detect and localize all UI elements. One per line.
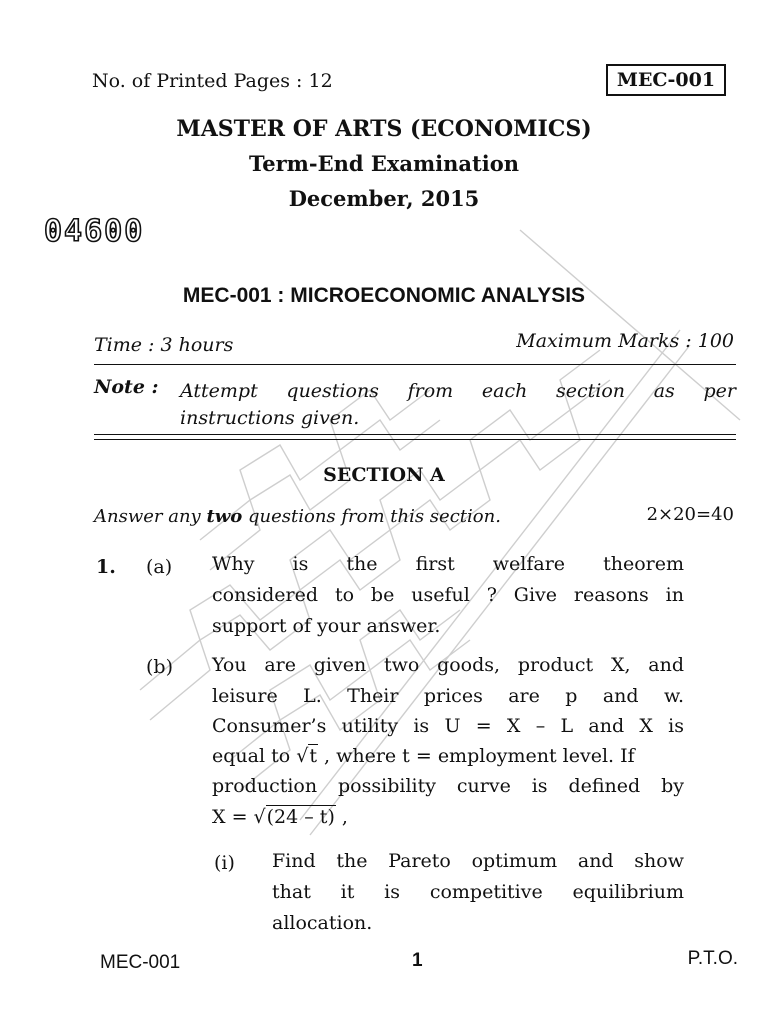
subpart-i-line-1: Find the Pareto optimum and show (272, 850, 684, 872)
maximum-marks: Maximum Marks : 100 (516, 330, 734, 352)
part-a-line-1: Why is the first welfare theorem (212, 553, 684, 575)
sqrt-radicand: t (309, 745, 317, 767)
sqrt-expression: √(24 – t) (253, 806, 335, 828)
divider (94, 434, 736, 435)
part-b-line-6 (212, 806, 348, 828)
note-line-1: Attempt questions from each section as per (180, 380, 736, 402)
section-instruction (94, 506, 501, 527)
line-6-post: , (335, 806, 348, 828)
course-code: MEC-001 (616, 69, 716, 91)
time-allowed: Time : 3 hours (94, 334, 234, 356)
subpart-i-line-2: that it is competitive equilibrium (272, 881, 684, 903)
subpart-i-line-3: allocation. (272, 912, 373, 934)
course-code-box (606, 64, 726, 96)
instruction-post: questions from this section. (242, 506, 501, 527)
instruction-pre: Answer any (94, 506, 207, 527)
subpart-i-label: (i) (214, 852, 235, 874)
part-b-line-5: production possibility curve is defined by (212, 775, 684, 797)
instruction-bold: two (206, 506, 243, 527)
sqrt-radicand: (24 – t) (266, 806, 335, 828)
exam-title: Term-End Examination (248, 151, 519, 176)
divider (94, 364, 736, 365)
section-heading: SECTION A (323, 464, 445, 486)
part-b-line-1: You are given two goods, product X, and (212, 654, 684, 676)
part-b-label: (b) (146, 656, 173, 678)
note-label: Note : (94, 376, 159, 398)
note-line-2: instructions given. (180, 407, 360, 429)
line-6-pre: X = (212, 806, 254, 828)
part-a-line-2: considered to be useful ? Give reasons in (212, 584, 684, 606)
serial-number: 04600 (44, 214, 145, 249)
printed-pages-count: No. of Printed Pages : 12 (92, 70, 333, 92)
part-b-line-4 (212, 745, 635, 767)
sqrt-expression: √t (296, 745, 317, 767)
exam-date: December, 2015 (288, 186, 480, 211)
please-turn-over: P.T.O. (687, 948, 738, 969)
footer-course-code: MEC-001 (100, 952, 181, 973)
part-b-line-2: leisure L. Their prices are p and w. (212, 685, 684, 707)
line-4-post: , where t = employment level. If (317, 745, 635, 767)
line-4-pre: equal to (212, 745, 297, 767)
divider (94, 439, 736, 440)
section-marks: 2×20=40 (646, 504, 734, 525)
programme-title: MASTER OF ARTS (ECONOMICS) (176, 116, 592, 142)
question-number: 1. (96, 556, 116, 578)
paper-title: MEC-001 : MICROECONOMIC ANALYSIS (182, 284, 586, 307)
part-a-line-3: support of your answer. (212, 615, 441, 637)
part-a-label: (a) (146, 556, 173, 578)
page-number: 1 (412, 950, 423, 971)
part-b-line-3: Consumer’s utility is U = X – L and X is (212, 715, 684, 737)
